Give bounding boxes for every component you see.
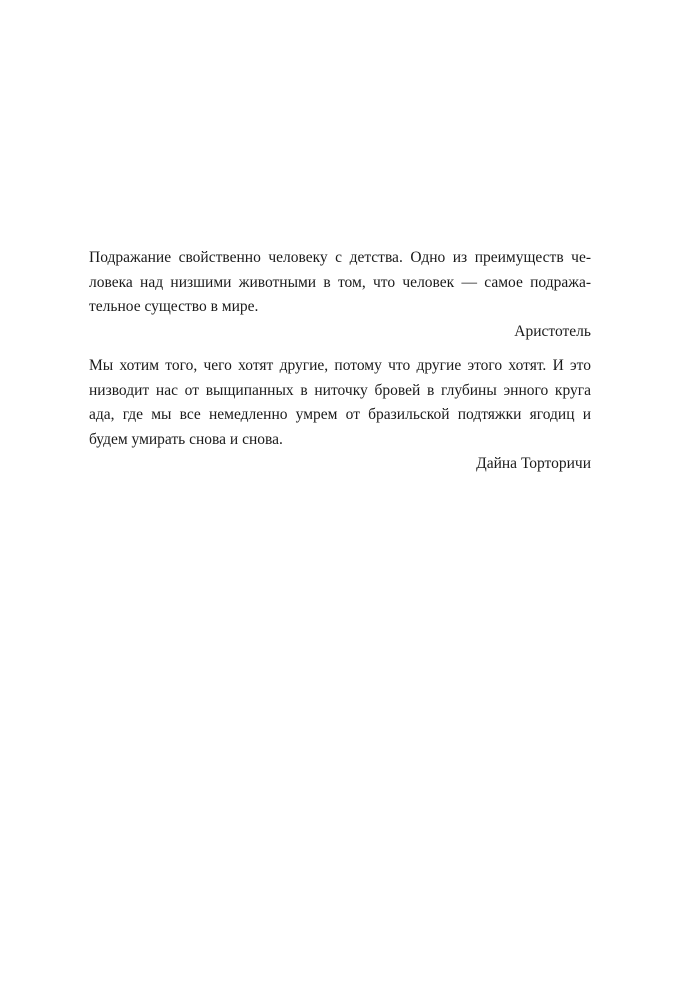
quote-line: ловека над низшими животными в том, что человек — самое подража- [89, 273, 591, 291]
quote-author: Аристотель [514, 322, 591, 340]
quote-author: Дайна Торторичи [476, 455, 591, 472]
quote-line: Подражание свойственно человеку с детства. Одно из преимуществ че- [89, 249, 591, 266]
quote-line: низводит нас от выщипанных в ниточку бровей в глубины энного круга [89, 381, 591, 399]
epigraph-aristotle [89, 246, 591, 344]
epigraphs-block [89, 246, 591, 477]
quote-line: ада, где мы все немедленно умрем от бразильской подтяжки ягодиц и [89, 406, 591, 423]
quote-line: Мы хотим того, чего хотят другие, потому что другие этого хотят. И это [89, 357, 591, 374]
quote-line: будем умирать снова и снова. [89, 430, 283, 448]
quote-line: тельное существо в мире. [89, 298, 259, 315]
epigraph-tortorici [89, 354, 591, 477]
